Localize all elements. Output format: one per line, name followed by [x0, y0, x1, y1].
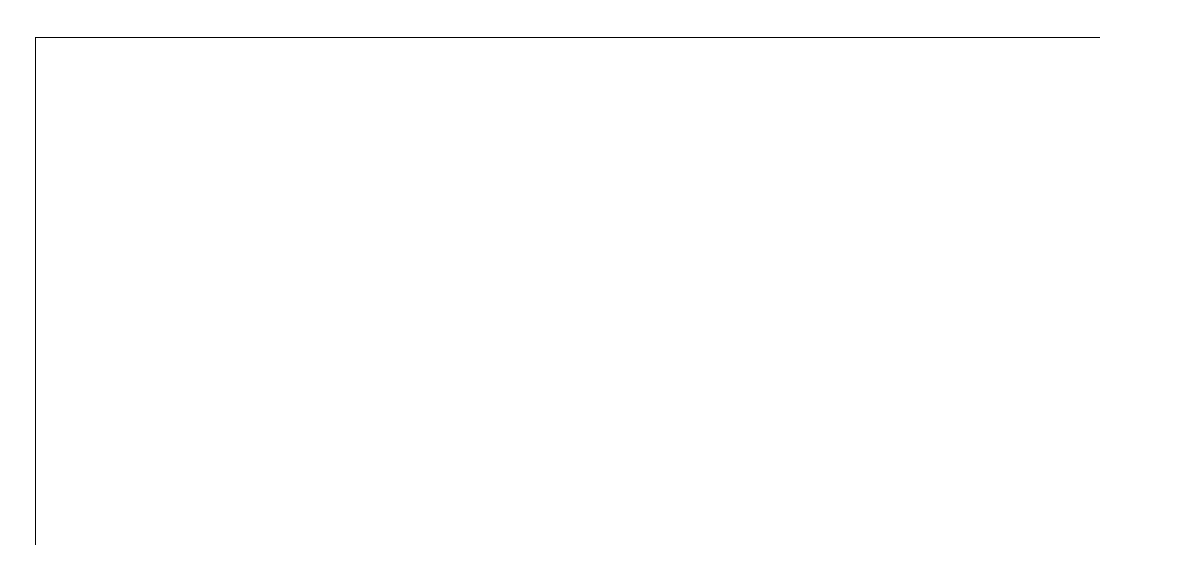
colorbar-scale: [1106, 37, 1146, 545]
heatmap-grid: [35, 37, 1100, 545]
x-axis-column-labels: [35, 548, 1100, 568]
y-axis-row-labels: [0, 37, 29, 545]
